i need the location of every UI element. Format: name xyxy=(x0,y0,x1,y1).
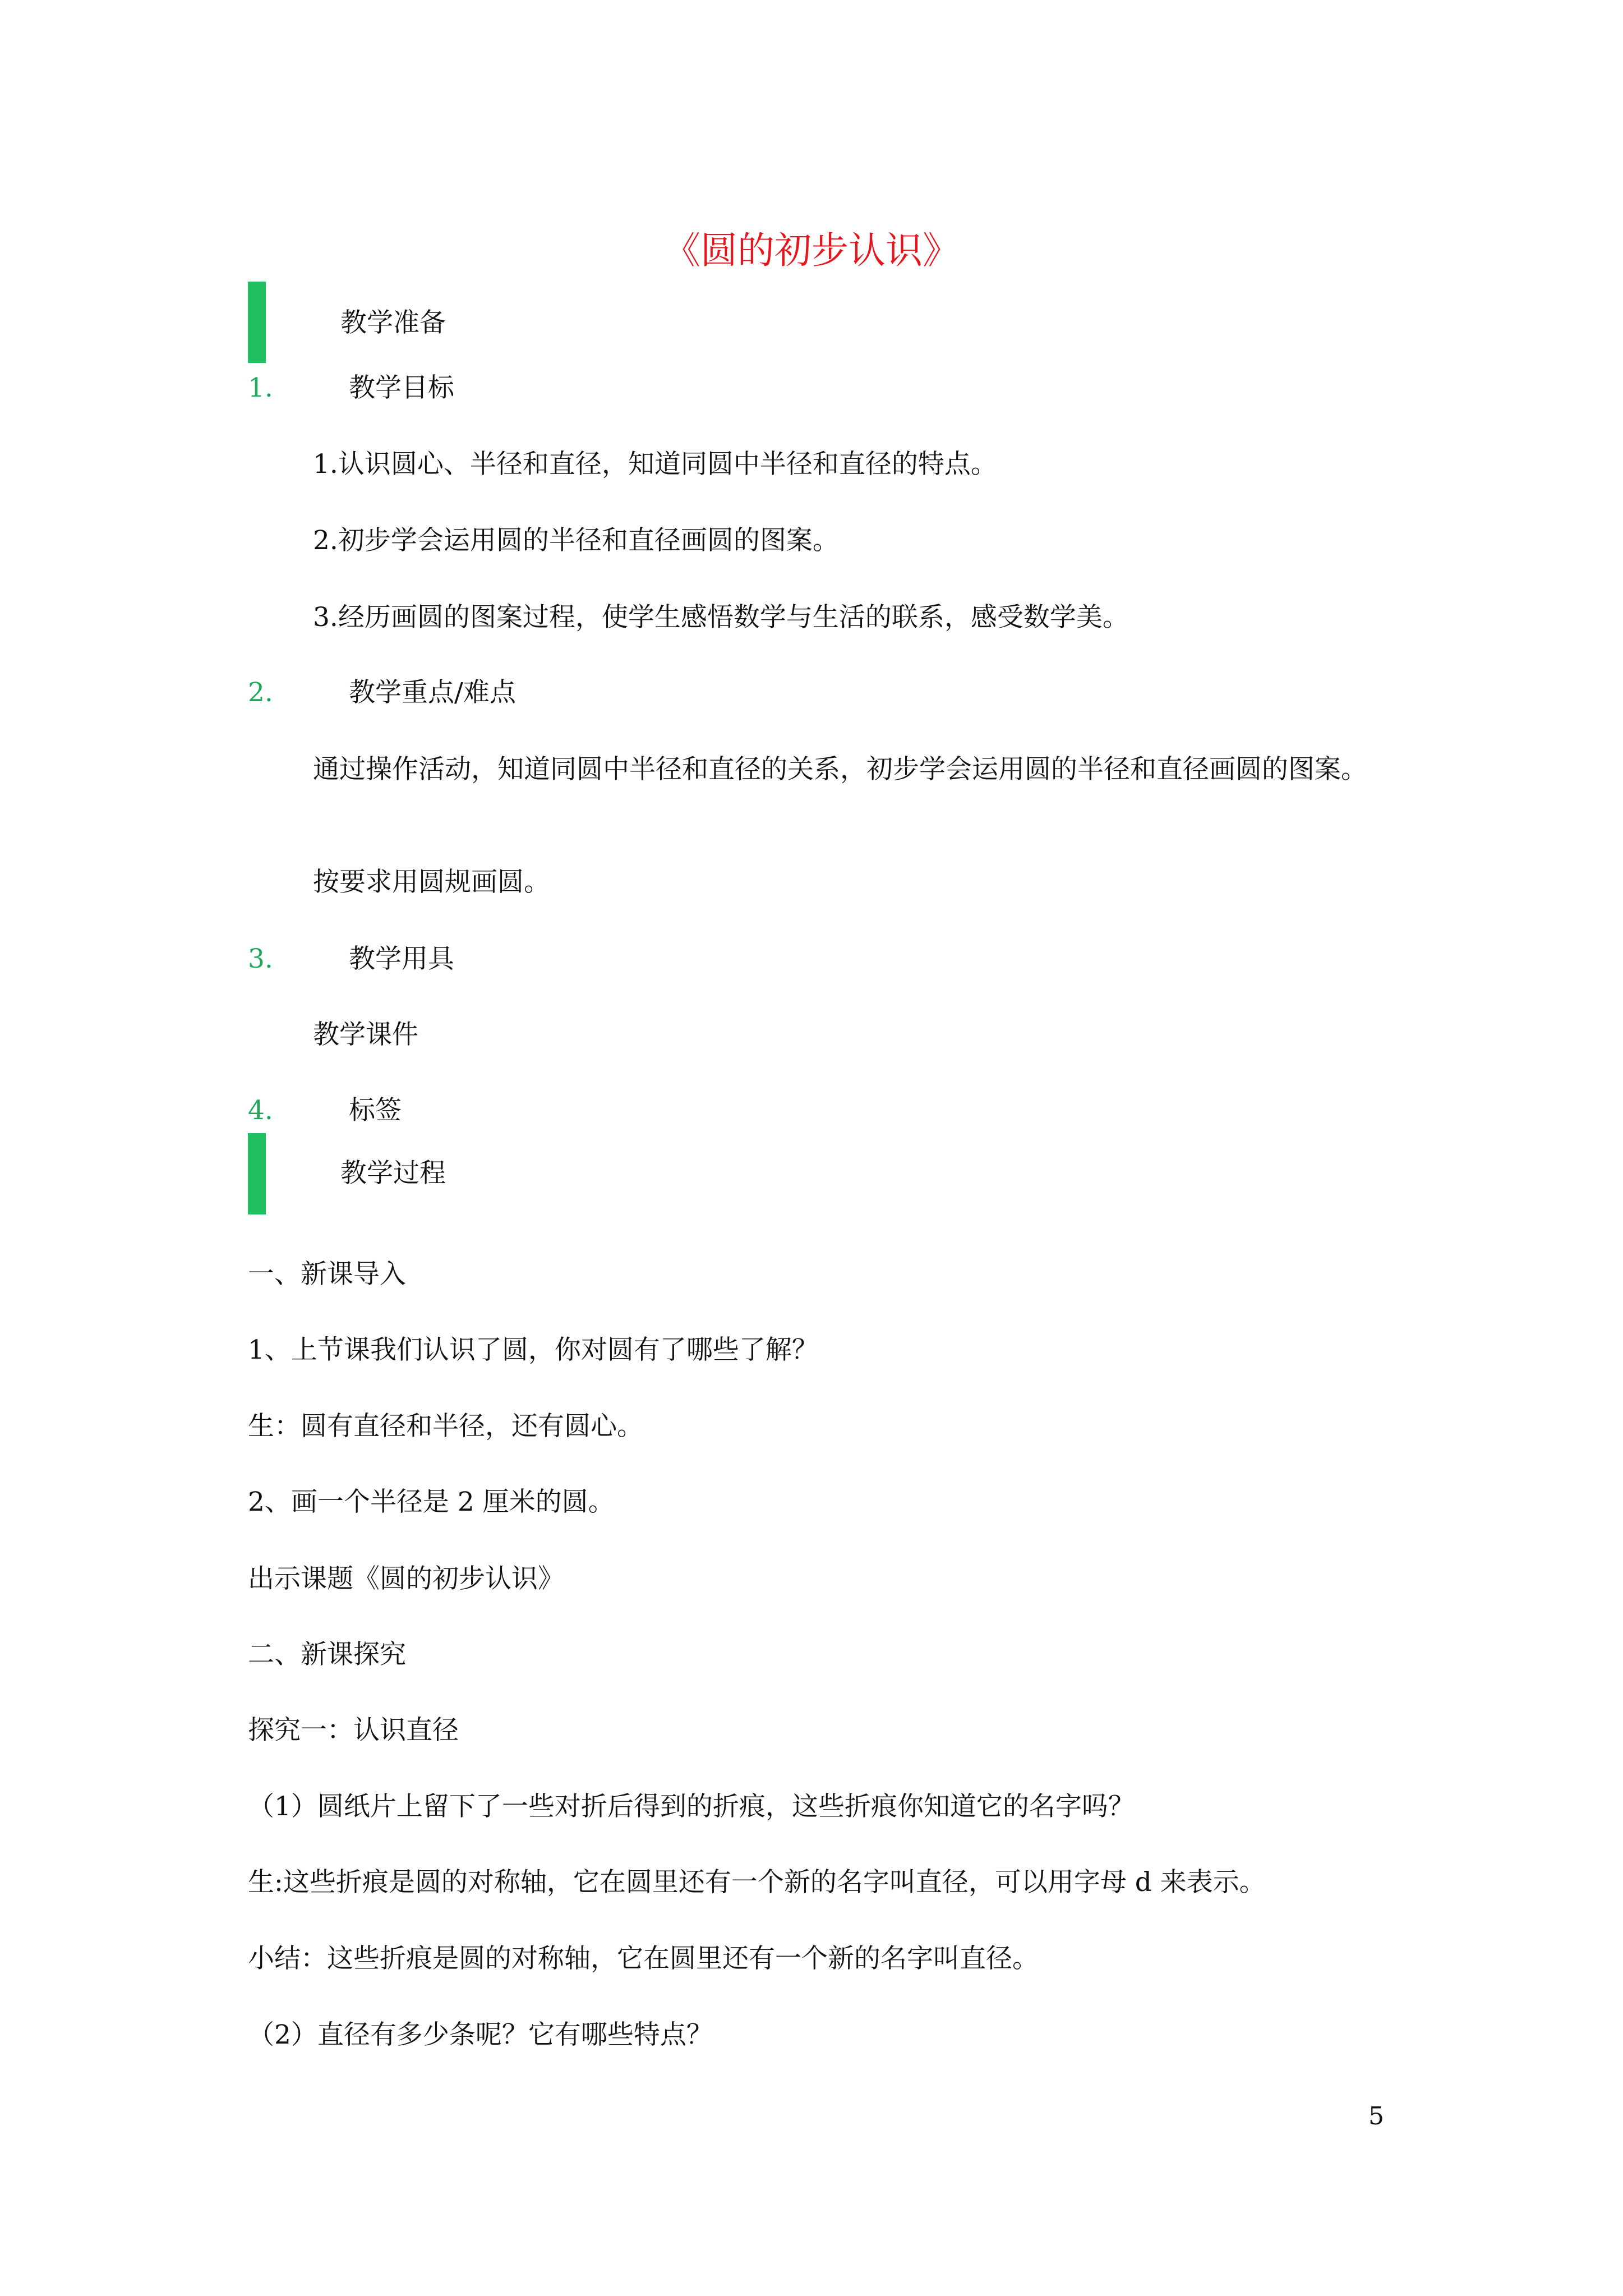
goal-line-3: 3.经历画圆的图案过程，使学生感悟数学与生活的联系，感受数学美。 xyxy=(313,602,1129,633)
process-line-8: （1）圆纸片上留下了一些对折后得到的折痕，这些折痕你知道它的名字吗？ xyxy=(248,1791,1135,1822)
key-points-paragraph: 通过操作活动，知道同圆中半径和直径的关系，初步学会运用圆的半径和直径画圆的图案。 xyxy=(313,754,1367,785)
document-title: 《圆的初步认识》 xyxy=(663,229,960,272)
page-number: 5 xyxy=(1368,2102,1384,2131)
item-number-4: 4. xyxy=(248,1095,273,1126)
process-line-2: 1、上节课我们认识了圆，你对圆有了哪些了解？ xyxy=(248,1335,818,1365)
goal-line-2: 2.初步学会运用圆的半径和直径画圆的图案。 xyxy=(313,525,839,556)
process-line-10: 小结：这些折痕是圆的对称轴，它在圆里还有一个新的名字叫直径。 xyxy=(248,1943,1039,1974)
difficulty-line: 按要求用圆规画圆。 xyxy=(313,867,550,898)
process-line-4: 2、画一个半径是 2 厘米的圆。 xyxy=(248,1487,615,1517)
item-label-key-points: 教学重点/难点 xyxy=(349,677,516,708)
tools-line: 教学课件 xyxy=(313,1019,418,1050)
item-number-1: 1. xyxy=(248,372,273,403)
process-line-7: 探究一：认识直径 xyxy=(248,1715,459,1746)
process-line-11: （2）直径有多少条呢？它有哪些特点？ xyxy=(248,2019,713,2050)
process-line-1: 一、新课导入 xyxy=(248,1259,406,1290)
item-label-tags: 标签 xyxy=(349,1095,402,1126)
item-label-goals: 教学目标 xyxy=(349,372,454,403)
process-line-6: 二、新课探究 xyxy=(248,1639,406,1670)
process-line-3: 生：圆有直径和半径，还有圆心。 xyxy=(248,1411,643,1442)
goal-line-1: 1.认识圆心、半径和直径，知道同圆中半径和直径的特点。 xyxy=(313,449,997,480)
process-line-5: 出示课题《圆的初步认识》 xyxy=(248,1563,564,1594)
item-label-tools: 教学用具 xyxy=(349,944,454,974)
item-number-3: 3. xyxy=(248,944,273,974)
process-line-9: 生:这些折痕是圆的对称轴，它在圆里还有一个新的名字叫直径，可以用字母 d 来表示。 xyxy=(248,1867,1266,1898)
item-number-2: 2. xyxy=(248,677,273,708)
section-accent-bar xyxy=(248,1133,266,1214)
section-heading-process: 教学过程 xyxy=(340,1158,446,1189)
section-heading-prep: 教学准备 xyxy=(340,307,446,338)
section-accent-bar xyxy=(248,282,266,363)
